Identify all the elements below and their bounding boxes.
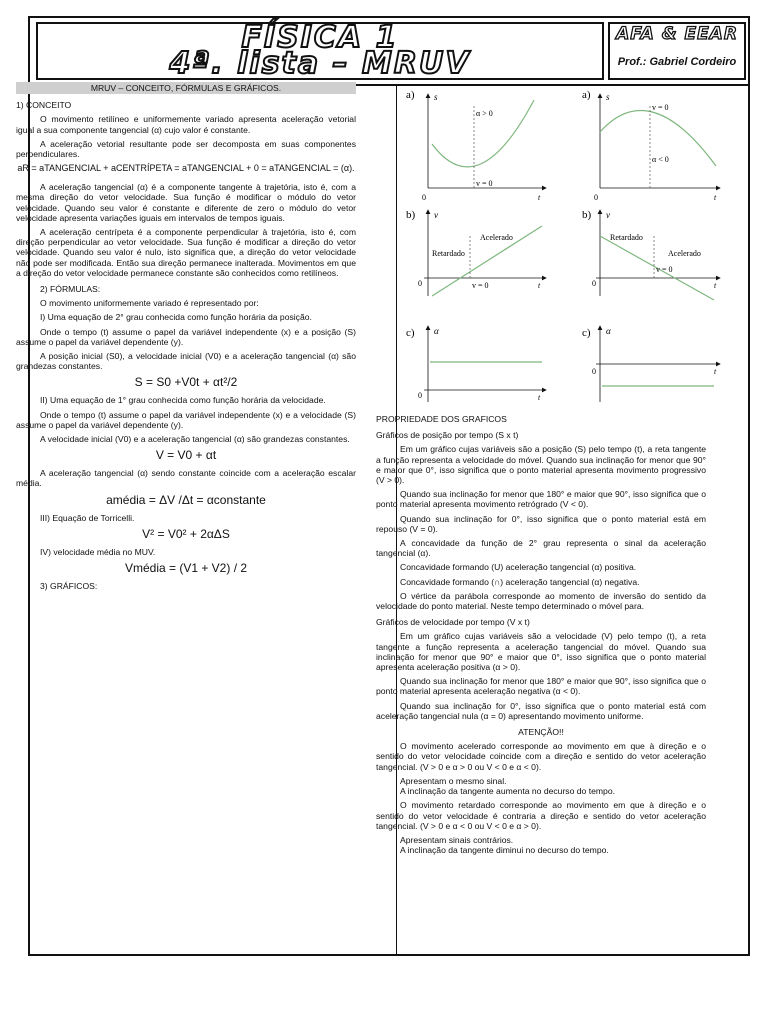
position-paragraph-5: Concavidade formando (U) aceleração tangencial (α) positiva. bbox=[400, 562, 637, 573]
attention-paragraph-5: Apresentam sinais contrários. bbox=[400, 834, 514, 845]
position-paragraph-2: Quando sua inclinação for menor que 180° e maior que 90°, isso significa que o ponto material apresenta movimento retrógrado (V < 0). bbox=[376, 489, 706, 510]
attention-paragraph-2: Apresentam o mesmo sinal. bbox=[400, 775, 507, 786]
velocity-paragraph-3: Quando sua inclinação for 0°, isso significa que o ponto material está com aceleração tangencial nula (α = 0) apresentando movimento uniforme. bbox=[376, 700, 706, 721]
position-paragraph-6: Concavidade formando (∩) aceleração tangencial (α) negativa. bbox=[400, 576, 640, 587]
plot-b-right-t: t bbox=[714, 281, 717, 290]
formula-i-text: I) Uma equação de 2° grau conhecida como função horária da posição. bbox=[40, 312, 312, 323]
attention-paragraph-4: O movimento retardado corresponde ao movimento em que à direção e o sentido do vetor velocidade é contraria a direção e sentido do vetor aceleração tangencial. (V > 0 e α < 0 ou V < 0 e α > 0). bbox=[376, 800, 706, 831]
plot-a-right-s: s bbox=[606, 92, 610, 102]
plot-c-right-origin: 0 bbox=[592, 367, 596, 376]
plot-a-left-label: a) bbox=[406, 89, 415, 101]
mruv-graphs bbox=[396, 86, 746, 412]
plot-b-left-vzero: v = 0 bbox=[472, 281, 489, 290]
plot-b-left-v: v bbox=[434, 210, 438, 220]
plot-c-left-origin: 0 bbox=[418, 391, 422, 400]
plot-a-left-origin: 0 bbox=[422, 193, 426, 202]
plot-a-right-alpha: α < 0 bbox=[652, 155, 669, 164]
graphs-heading: 3) GRÁFICOS: bbox=[40, 581, 98, 592]
plot-b-right-acelerado: Acelerado bbox=[668, 249, 701, 258]
plot-b-left-acelerado: Acelerado bbox=[480, 233, 513, 242]
brand-box bbox=[608, 22, 746, 80]
velocity-graphs-heading: Gráficos de velocidade por tempo (V x t) bbox=[376, 617, 530, 628]
plot-b-left-label: b) bbox=[406, 209, 416, 221]
plot-c-left-label: c) bbox=[406, 327, 415, 339]
mean-velocity-equation: Vmédia = (V1 + V2) / 2 bbox=[124, 561, 248, 576]
concept-paragraph-1: O movimento retilíneo e uniformemente variado apresenta aceleração vetorial igual a sua componente tangencial (α) cujo valor é constante. bbox=[16, 114, 356, 135]
position-graphs-heading: Gráficos de posição por tempo (S x t) bbox=[376, 430, 519, 441]
attention-heading: ATENÇÃO!! bbox=[518, 727, 564, 738]
formula-ii-note-a: Onde o tempo (t) assume o papel da variável independente (x) e a velocidade (S) assume o papel da variável dependente (y). bbox=[16, 409, 356, 430]
velocity-paragraph-2: Quando sua inclinação for menor que 180° e maior que 90°, isso significa que o ponto material apresenta aceleração negativa (α < 0). bbox=[376, 676, 706, 697]
plot-b-right-origin: 0 bbox=[592, 279, 596, 288]
plot-c-right-label: c) bbox=[582, 327, 591, 339]
position-paragraph-4: A concavidade da função de 2° grau representa o sinal da aceleração tangencial (α). bbox=[376, 538, 706, 559]
plot-a-left-vzero: v = 0 bbox=[476, 179, 493, 188]
velocity-equation: V = V0 + αt bbox=[155, 448, 217, 463]
torricelli-equation: V² = V0² + 2αΔS bbox=[142, 526, 230, 541]
concept-heading: 1) CONCEITO bbox=[16, 100, 72, 111]
position-paragraph-7: O vértice da parábola corresponde ao momento de inversão do sentido da velocidade do ponto material. Neste tempo determinado o móvel para. bbox=[376, 590, 706, 612]
left-column bbox=[16, 82, 356, 595]
plot-a-left-t: t bbox=[538, 193, 541, 202]
formula-i-note-a: Onde o tempo (t) assume o papel da variável independente (x) e a posição (S) assume o papel da variável dependente (y). bbox=[16, 326, 356, 347]
formula-ii-note-c: A aceleração tangencial (α) sendo constante coincide com a aceleração escalar média. bbox=[16, 468, 356, 489]
plot-b-right-vzero: v = 0 bbox=[656, 265, 673, 274]
section-title: MRUV – CONCEITO, FÓRMULAS E GRÁFICOS. bbox=[16, 82, 356, 94]
plot-a-left-alpha: α > 0 bbox=[476, 109, 493, 118]
plot-b-left-t: t bbox=[538, 281, 541, 290]
plot-a-right-vzero: v = 0 bbox=[652, 103, 669, 112]
plot-a-right-origin: 0 bbox=[594, 193, 598, 202]
formulas-intro: O movimento uniformemente variado é representado por: bbox=[40, 298, 259, 309]
header bbox=[32, 20, 748, 86]
plot-b-left-retardado: Retardado bbox=[432, 249, 465, 258]
concept-paragraph-2: A aceleração vetorial resultante pode ser decomposta em suas componentes perpendiculares. bbox=[16, 138, 356, 160]
formula-ii-text: II) Uma equação de 1° grau conhecida como função horária da velocidade. bbox=[40, 395, 326, 406]
torricelli-heading: III) Equação de Torricelli. bbox=[40, 512, 135, 523]
attention-paragraph-3: A inclinação da tangente aumenta no decurso do tempo. bbox=[400, 786, 615, 797]
formulas-heading: 2) FÓRMULAS: bbox=[40, 284, 101, 295]
plot-b-right-label: b) bbox=[582, 209, 592, 221]
velocity-paragraph-1: Em um gráfico cujas variáveis são a velocidade (V) pelo tempo (t), a reta tangente a função representa a aceleração tangencial do móvel. Quando sua inclinação for menor que 90° e maior que 0°, isso significa que o ponto material apresenta aceleração positiva (α > 0). bbox=[376, 631, 706, 673]
plot-b-right-v: v bbox=[606, 210, 610, 220]
acceleration-equation: aR = aTANGENCIAL + aCENTRÍPETA = aTANGENCIAL + 0 = aTANGENCIAL = (α). bbox=[17, 163, 355, 174]
plot-b-left-origin: 0 bbox=[418, 279, 422, 288]
title-box bbox=[36, 22, 604, 80]
plot-a-right-t: t bbox=[714, 193, 717, 202]
position-paragraph-1: Em um gráfico cujas variáveis são a posição (S) pelo tempo (t), a reta tangente a função representa a velocidade do móvel. Quando sua inclinação for menor que 90° e maior que 0°, isso significa que o ponto material apresenta movimento progressivo (V > 0). bbox=[376, 444, 706, 486]
plot-a-left-s: s bbox=[434, 92, 438, 102]
formula-ii-note-b: A velocidade inicial (V0) e a aceleração tangencial (α) são grandezas constantes. bbox=[40, 434, 350, 445]
properties-heading: PROPRIEDADE DOS GRAFICOS bbox=[376, 414, 507, 424]
formula-i-note-b: A posição inicial (S0), a velocidade inicial (V0) e a aceleração tangencial (α) são grandezas constantes. bbox=[16, 351, 356, 372]
plot-c-left-alpha-axis: α bbox=[434, 326, 439, 336]
brand-name: AFA & EEAR bbox=[616, 24, 738, 44]
mean-acceleration-equation: amédia = ΔV /Δt = αconstante bbox=[106, 492, 266, 507]
position-paragraph-3: Quando sua inclinação for 0°, isso significa que o ponto material está em repouso (V = 0). bbox=[376, 513, 706, 534]
concept-paragraph-4: A aceleração centrípeta é a componente perpendicular à trajetória, isto é, com direção perpendicular ao vetor velocidade. Sua função é modificar a direção do vetor velocidade. Quando seu valor é nulo, isto significa que, a direção do vetor velocidade não pode ser modificada. Então sua direção permanece inalterada. Movimentos em que a direção do vetor velocidade permanece constante são conhecidos como retilíneos. bbox=[16, 227, 356, 278]
mean-velocity-heading: IV) velocidade média no MUV. bbox=[40, 546, 156, 557]
title-line-2: 4ª. lista – MRUV bbox=[169, 46, 471, 81]
plot-b-right-retardado: Retardado bbox=[610, 233, 643, 242]
plot-a-right-label: a) bbox=[582, 89, 591, 101]
attention-paragraph-6: A inclinação da tangente diminui no decurso do tempo. bbox=[400, 845, 609, 856]
plot-c-right-alpha-axis: α bbox=[606, 326, 611, 336]
author-name: Prof.: Gabriel Cordeiro bbox=[617, 56, 737, 68]
right-column bbox=[376, 414, 706, 859]
title-line-1: FÍSICA 1 bbox=[241, 20, 399, 55]
position-equation: S = S0 +V0t + αt²/2 bbox=[134, 375, 238, 390]
plot-c-right-t: t bbox=[714, 367, 717, 376]
plot-c-left-t: t bbox=[538, 393, 541, 402]
concept-paragraph-3: A aceleração tangencial (α) é a componente tangente à trajetória, isto é, com a mesma direção do vetor velocidade. Sua função é modificar o módulo do vetor velocidade. Quando seu valor é constante e diferente de zero o módulo do vetor velocidade apresenta variações iguais em intervalos de tempos iguais. bbox=[16, 182, 356, 223]
attention-paragraph-1: O movimento acelerado corresponde ao movimento em que à direção e o sentido do vetor velocidade coincide com a direção e sentido do vetor aceleração tangencial. (V > 0 e α > 0 ou V < 0 e α < 0). bbox=[376, 741, 706, 772]
